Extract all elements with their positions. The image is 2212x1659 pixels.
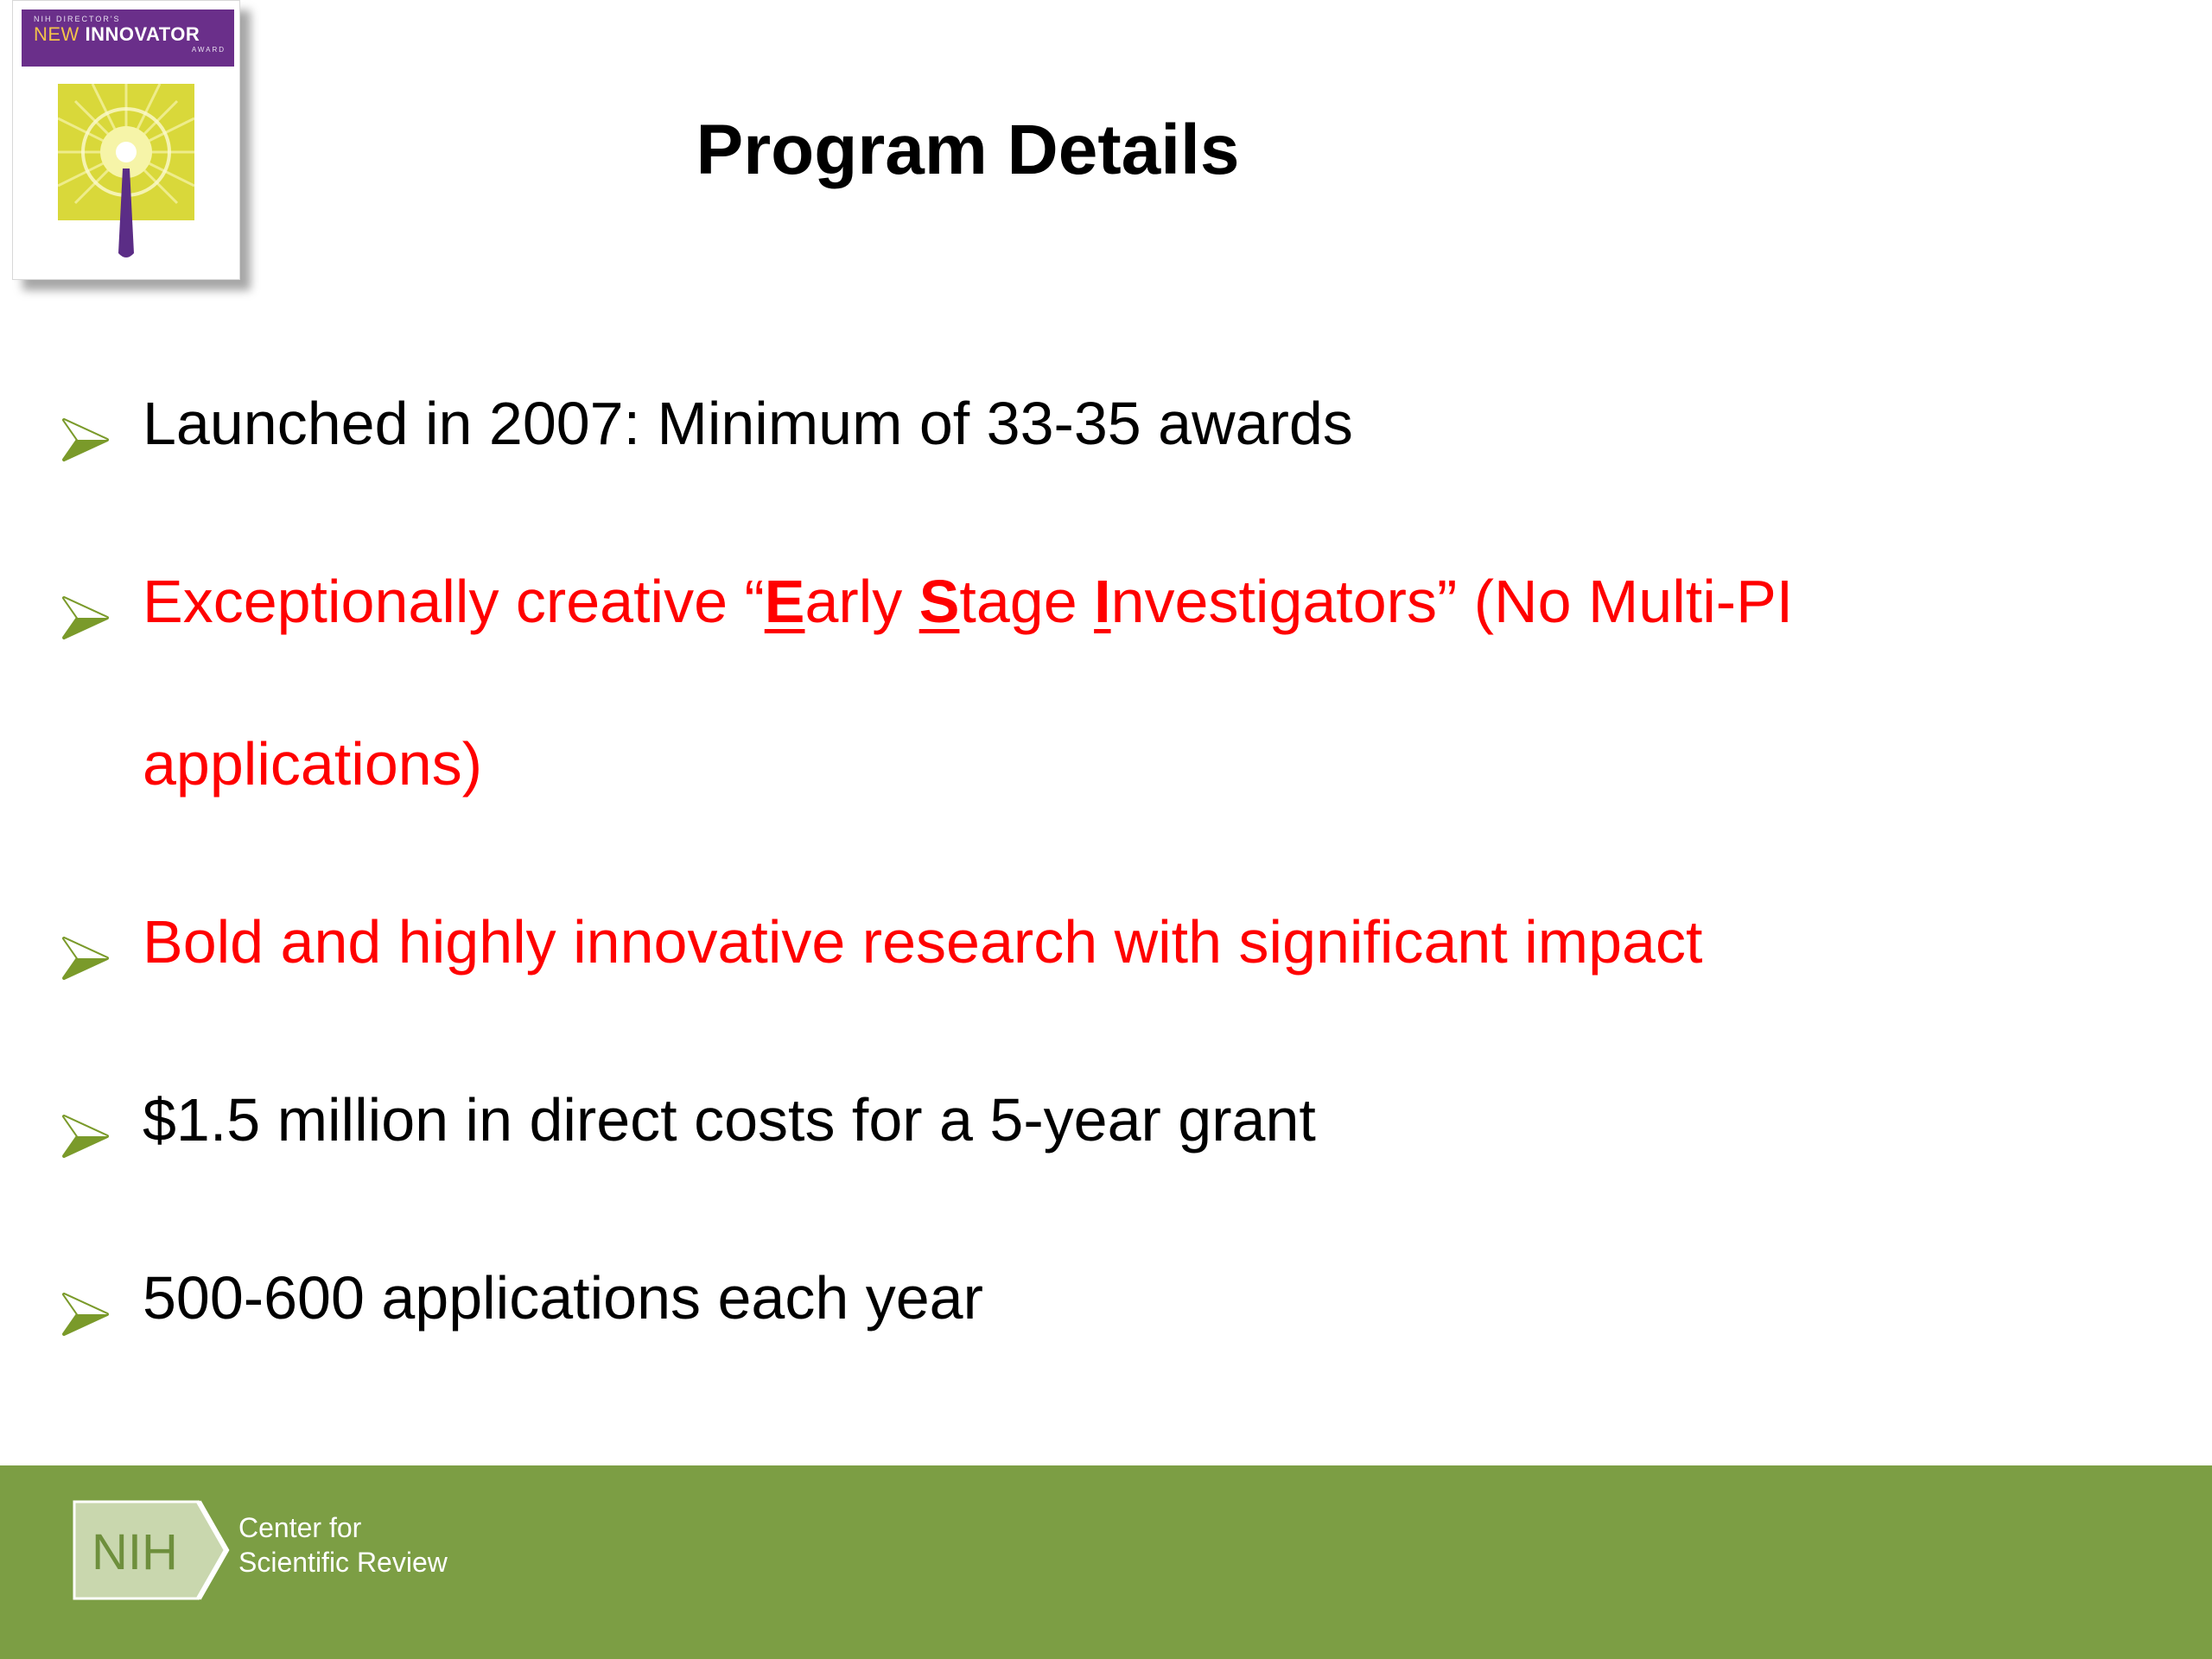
- nih-logo-text: NIH: [92, 1524, 178, 1580]
- bullet-text: [143, 1217, 2078, 1379]
- org-name-line1: Center for: [238, 1512, 362, 1543]
- badge-line2-new: NEW: [34, 23, 79, 45]
- bullet-text-part: 500-600 applications each year: [143, 1264, 983, 1332]
- arrow-bullet-icon: [60, 593, 111, 643]
- org-name-line2: Scientific Review: [238, 1547, 448, 1578]
- badge-banner: [22, 10, 234, 67]
- badge-line3: AWARD: [191, 46, 226, 54]
- bullet-text-part: Launched in 2007: Minimum of 33-35 awards: [143, 390, 1353, 457]
- bullet-text-part: arly: [804, 568, 919, 635]
- footer-bar: [0, 1465, 2212, 1659]
- badge-line1: NIH DIRECTOR'S: [34, 15, 121, 23]
- arrow-bullet-icon: [60, 1111, 111, 1161]
- badge-line2: [34, 23, 226, 46]
- slide-title: Program Details: [696, 111, 1240, 189]
- bullet-text: [143, 861, 2078, 1023]
- badge-line2-innovator: INNOVATOR: [85, 23, 200, 45]
- underlined-initial: S: [918, 568, 960, 635]
- bullet-text: [143, 342, 2078, 505]
- bullet-text-part: Exceptionally creative “: [143, 568, 765, 635]
- bullet-text: [143, 1039, 2078, 1201]
- bullet-text-part: tage: [959, 568, 1095, 635]
- bullet-text-part: nvestigators” (No Multi-PI applications): [143, 568, 1794, 798]
- nih-logo-icon: [69, 1497, 233, 1604]
- underlined-initial: E: [764, 568, 805, 635]
- underlined-initial: I: [1094, 568, 1111, 635]
- bullet-text-part: $1.5 million in direct costs for a 5-year grant: [143, 1086, 1316, 1154]
- arrow-bullet-icon: [60, 415, 111, 465]
- arrow-bullet-icon: [60, 1289, 111, 1339]
- bullet-text: [143, 520, 2078, 845]
- arrow-bullet-icon: [60, 933, 111, 983]
- bullet-text-part: Bold and highly innovative research with significant impact: [143, 908, 1703, 976]
